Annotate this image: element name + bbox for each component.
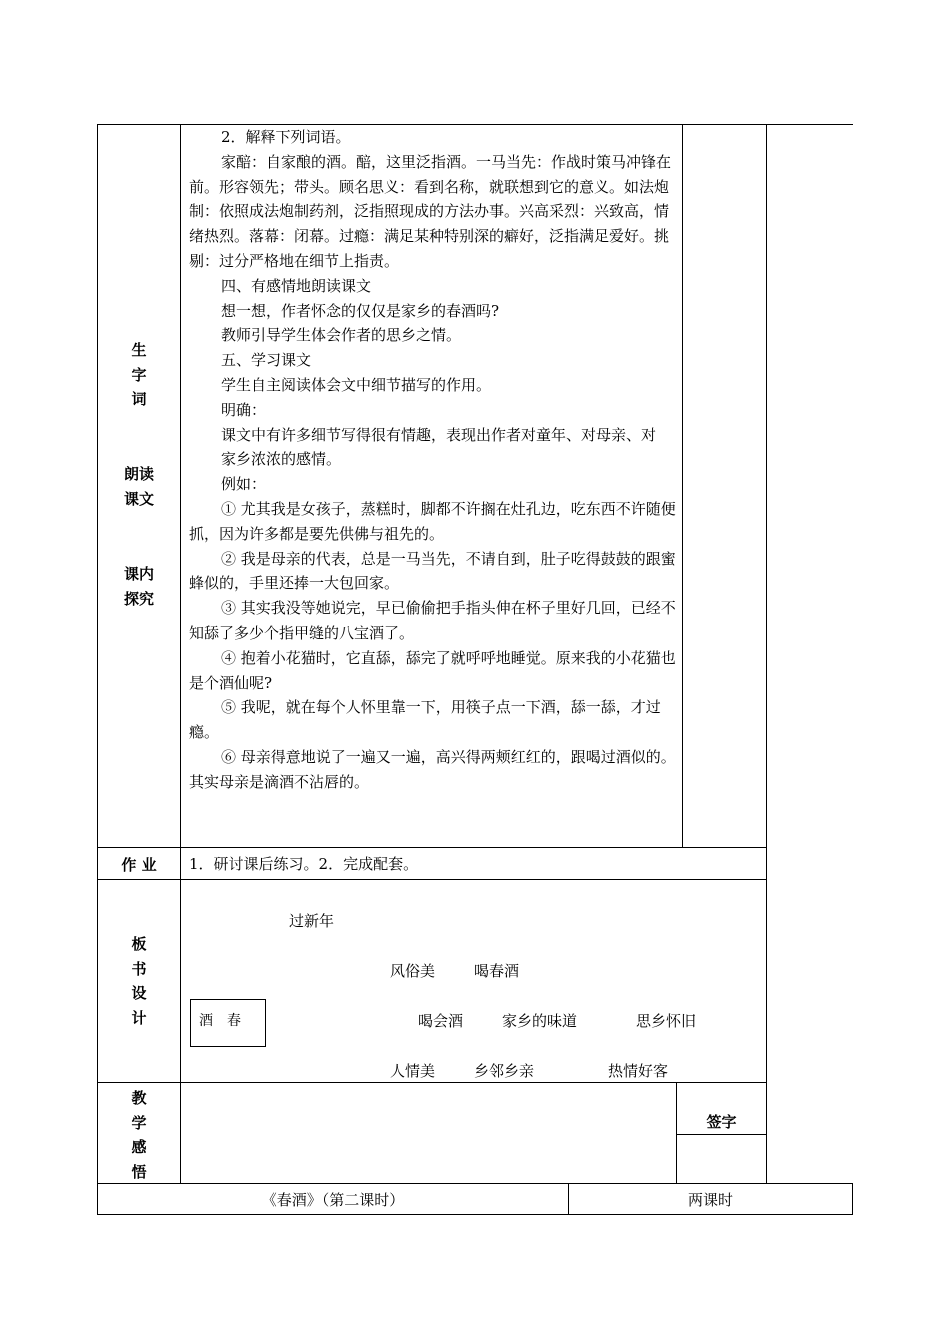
label-char: 书 (131, 959, 147, 978)
board-item: 喝春酒 (474, 962, 520, 980)
label-line: 课内 (123, 565, 154, 583)
board-box-text: 酒 春 (199, 1013, 241, 1029)
label-shengzici (98, 338, 180, 412)
footer-bottom-line (98, 1214, 853, 1215)
content-paragraph: 课文中有许多细节写得很有情趣，表现出作者对童年、对母亲、对 (221, 425, 657, 444)
footer-right-border (852, 1183, 853, 1215)
lesson-content (189, 125, 677, 795)
board-title: 过新年 (289, 912, 335, 930)
label-banshu (98, 932, 180, 1030)
label-line: 朗读 (123, 465, 154, 483)
row-divider-reflection-top (98, 1082, 767, 1083)
label-char: 学 (131, 1113, 147, 1132)
label-ganwu (98, 1086, 180, 1184)
label-line: 课文 (123, 489, 154, 508)
content-paragraph: 家乡浓浓的感情。 (221, 450, 342, 469)
content-paragraph: 教师引导学生体会作者的思乡之情。 (221, 326, 462, 345)
content-paragraph: 四、有感情地朗读课文 (221, 276, 372, 295)
content-paragraph: ④ 抱着小花猫时，它直舔，舔完了就呼呼地睡觉。原来我的小花猫也是个酒仙呢? (189, 648, 676, 692)
signature-divider (676, 1134, 767, 1135)
label-char: 感 (131, 1138, 147, 1156)
signature-label: 签字 (706, 1113, 737, 1131)
label-char: 字 (131, 365, 147, 384)
label-char: 悟 (131, 1162, 147, 1181)
content-paragraph: 例如： (221, 475, 267, 494)
side-column-divider (682, 124, 683, 847)
content-paragraph: 想一想，作者怀念的仅仅是家乡的春酒吗? (221, 301, 500, 320)
label-column-divider (180, 124, 181, 1183)
board-item: 思乡怀旧 (636, 1012, 697, 1030)
content-paragraph: 2．解释下列词语。 (221, 128, 351, 146)
board-item: 喝会酒 (418, 1012, 464, 1030)
label-langdu (98, 462, 180, 511)
label-char: 教 (131, 1089, 147, 1107)
board-box (190, 999, 266, 1047)
content-paragraph: ⑥ 母亲得意地说了一遍又一遍，高兴得两颊红红的，跟喝过酒似的。其实母亲是滴酒不沾唇的。 (189, 747, 676, 791)
table-border-left (97, 124, 98, 1215)
label-kenei (98, 562, 180, 611)
footer-top-line (98, 1183, 853, 1184)
label-line: 探究 (123, 589, 154, 608)
signature-column-divider (676, 1082, 677, 1183)
row-divider-board-top (98, 879, 767, 880)
content-paragraph: 家醅：自家酿的酒。醅，这里泛指酒。一马当先：作战时策马冲锋在前。形容领先；带头。顾名思义：看到名称，就联想到它的意义。如法炮制：依照成法炮制药剂，泛指照现成的方法办事。兴高采烈：兴致高，情绪热烈。落幕：闭幕。过瘾：满足某种特别深的癖好，泛指满足爱好。挑剔：过分严格地在细节上指责。 (189, 152, 672, 270)
label-char: 设 (131, 984, 147, 1002)
board-item: 热情好客 (608, 1062, 669, 1080)
content-paragraph: 明确： (221, 400, 267, 419)
table-border-right (766, 124, 767, 1183)
label-zuoye: 作 业 (121, 856, 157, 874)
label-char: 词 (131, 390, 147, 408)
label-char: 板 (131, 935, 147, 953)
homework-text: 1．研讨课后练习。2．完成配套。 (189, 855, 419, 873)
footer-hours: 两课时 (687, 1191, 733, 1209)
board-item: 乡邻乡亲 (474, 1062, 535, 1080)
footer-lesson-title: 《春酒》（第二课时） (261, 1191, 405, 1209)
label-char: 计 (131, 1008, 147, 1027)
content-paragraph: ⑤ 我呢，就在每个人怀里靠一下，用筷子点一下酒，舔一舔，才过瘾。 (189, 698, 661, 742)
board-item: 家乡的味道 (502, 1012, 578, 1030)
content-paragraph: 五、学习课文 (221, 351, 312, 370)
content-paragraph: ② 我是母亲的代表，总是一马当先，不请自到，肚子吃得鼓鼓的跟蜜蜂似的，手里还捧一大包回家。 (189, 549, 676, 593)
row-divider-homework-top (98, 847, 767, 848)
board-item: 风俗美 (390, 962, 436, 980)
content-paragraph: ① 尤其我是女孩子，蒸糕时，脚都不许搁在灶孔边，吃东西不许随便抓，因为许多都是要先供佛与祖先的。 (189, 499, 676, 543)
label-char: 生 (131, 341, 147, 359)
board-item: 人情美 (390, 1062, 436, 1080)
content-paragraph: ③ 其实我没等她说完，早已偷偷把手指头伸在杯子里好几回，已经不知舔了多少个指甲缝的八宝酒了。 (189, 599, 676, 642)
content-paragraph: 学生自主阅读体会文中细节描写的作用。 (221, 375, 492, 394)
